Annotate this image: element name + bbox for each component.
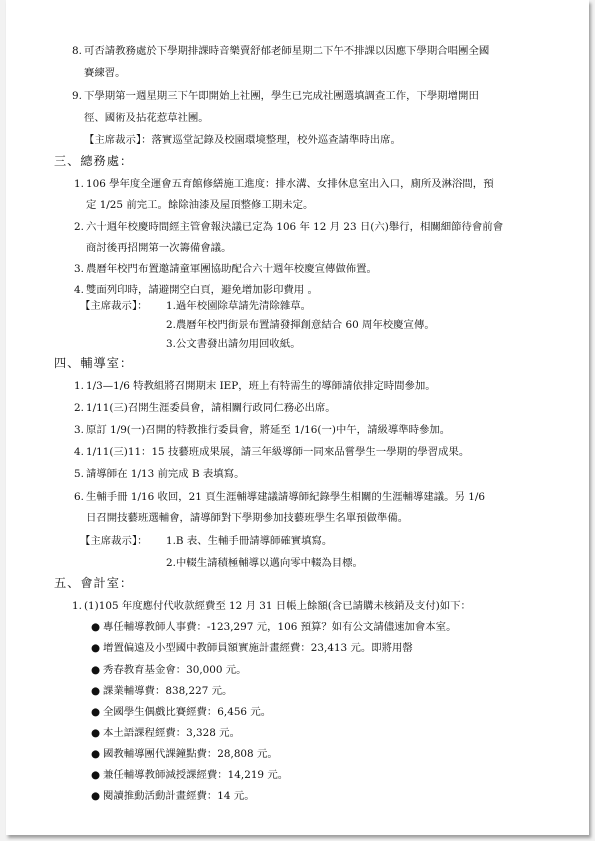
item-text: 106 學年度全運會五育館修繕施工進度：排水溝、女排休息室出入口，廁所及淋浴間，預 bbox=[86, 178, 494, 190]
budget-line-item: 秀春教育基金會：30,000 元。 bbox=[103, 664, 247, 676]
item-number: 2. bbox=[74, 402, 84, 414]
bullet-icon: ● bbox=[91, 727, 101, 739]
chair-directive-line: 1.過年校園除草請先清除雜草。 bbox=[166, 300, 311, 312]
document-page bbox=[6, 0, 589, 835]
budget-line-item: 閱讀推動活動計畫經費：14 元。 bbox=[103, 790, 255, 802]
budget-line-item: 專任輔導教師人事費：-123,297 元，106 預算？如有公文請儘速加會本室。 bbox=[103, 621, 457, 633]
chair-directive-label: 【主席裁示】： bbox=[80, 535, 148, 547]
item-number: 9. bbox=[72, 90, 82, 102]
item-text-continued: 徑、國術及拈花惹草社團。 bbox=[84, 112, 209, 124]
item-text: 生輔手冊 1/16 收回，21 頁生涯輔導建議請導師紀錄學生相關的生涯輔導建議。另 1/6 bbox=[86, 491, 485, 503]
item-text: 農曆年校門布置邀請童軍團協助配合六十週年校慶宣傳做佈置。 bbox=[86, 263, 377, 275]
bullet-icon: ● bbox=[91, 790, 101, 802]
item-number: 3. bbox=[74, 424, 84, 436]
item-text-continued: 賽練習。 bbox=[84, 67, 126, 79]
budget-line-item: 本土語課程經費：3,328 元。 bbox=[103, 727, 240, 739]
item-text: 可否請教務處於下學期排課時音樂賣舒郁老師星期二下午不排課以因應下學期合唱團全國 bbox=[84, 45, 490, 57]
chair-directive-label: 【主席裁示】： bbox=[80, 300, 148, 312]
item-text-continued: 日召開技藝班選輔會，請導師對下學期參加技藝班學生名單預做準備。 bbox=[86, 512, 409, 524]
bullet-icon: ● bbox=[91, 664, 101, 676]
item-number: 4. bbox=[74, 284, 84, 296]
item-text: 六十週年校慶時間經主管會報決議已定為 106 年 12 月 23 日(六)舉行，相關細節待會前會 bbox=[86, 221, 504, 233]
item-text: 請導師在 1/13 前完成 B 表填寫。 bbox=[86, 468, 245, 480]
item-number: 3. bbox=[74, 263, 84, 275]
item-number: 1. bbox=[74, 178, 84, 190]
bullet-icon: ● bbox=[91, 748, 101, 760]
chair-directive: 【主席裁示】：落實巡堂記錄及校園環境整理，校外巡查請準時出席。 bbox=[84, 134, 401, 146]
item-text: 1/11(三)11：15 技藝班成果展，請三年級導師一同來品嘗學生一學期的學習成果。 bbox=[86, 446, 470, 458]
section-heading-counseling: 四、輔導室： bbox=[54, 356, 134, 370]
chair-directive-line: 1.B 表、生輔手冊請導師確實填寫。 bbox=[166, 535, 333, 547]
item-number: 6. bbox=[74, 491, 84, 503]
item-text-continued: 定 1/25 前完工。餘除油漆及屋頂整修工期未定。 bbox=[86, 199, 314, 211]
budget-line-item: 全國學生偶戲比賽經費：6,456 元。 bbox=[103, 706, 272, 718]
section-heading-general-affairs: 三、總務處： bbox=[54, 154, 134, 168]
item-text-continued: 商討後再招開第一次籌備會議。 bbox=[86, 242, 232, 254]
item-number: 1. bbox=[72, 600, 82, 612]
item-text: (1)105 年度應付代收款經費至 12 月 31 日帳上餘額(含已請購未核銷及支付)如下： bbox=[84, 600, 471, 612]
item-number: 5. bbox=[74, 468, 84, 480]
bullet-icon: ● bbox=[91, 685, 101, 697]
chair-directive-line: 2.農曆年校門街景布置請發揮創意結合 60 周年校慶宣傳。 bbox=[166, 319, 435, 331]
item-number: 8. bbox=[72, 45, 82, 57]
budget-line-item: 兼任輔導教師減授課經費：14,219 元。 bbox=[103, 769, 289, 781]
item-text: 1/3—1/6 特教組將召開期末 IEP，班上有特需生的導師請依排定時間參加。 bbox=[86, 380, 436, 392]
section-heading-accounting: 五、會計室： bbox=[54, 576, 134, 590]
bullet-icon: ● bbox=[91, 621, 101, 633]
item-number: 2. bbox=[74, 221, 84, 233]
item-number: 1. bbox=[74, 380, 84, 392]
meeting-minutes-body bbox=[6, 0, 589, 835]
item-text: 原訂 1/9(一)召開的特教推行委員會，將延至 1/16(一)中午，請級導準時參加。 bbox=[86, 424, 451, 436]
item-number: 4. bbox=[74, 446, 84, 458]
item-text: 1/11(三)召開生涯委員會，請相關行政同仁務必出席。 bbox=[86, 402, 336, 414]
bullet-icon: ● bbox=[91, 769, 101, 781]
budget-line-item: 國教輔導團代課鐘點費：28,808 元。 bbox=[103, 748, 278, 760]
chair-directive-line: 2.中輟生請積極輔導以邁向零中輟為目標。 bbox=[166, 557, 363, 569]
budget-line-item: 課業輔導費：838,227 元。 bbox=[103, 685, 233, 697]
chair-directive-line: 3.公文書發出請勿用回收紙。 bbox=[166, 338, 301, 350]
bullet-icon: ● bbox=[91, 642, 101, 654]
budget-line-item: 增置偏遠及小型國中教師員額實施計畫經費：23,413 元。即將用罄 bbox=[103, 642, 413, 654]
item-text: 下學期第一週星期三下午即開始上社團，學生已完成社團選填調查工作，下學期增開田 bbox=[84, 90, 479, 102]
item-text: 雙面列印時，請避開空白頁，避免增加影印費用 。 bbox=[86, 284, 318, 296]
bullet-icon: ● bbox=[91, 706, 101, 718]
